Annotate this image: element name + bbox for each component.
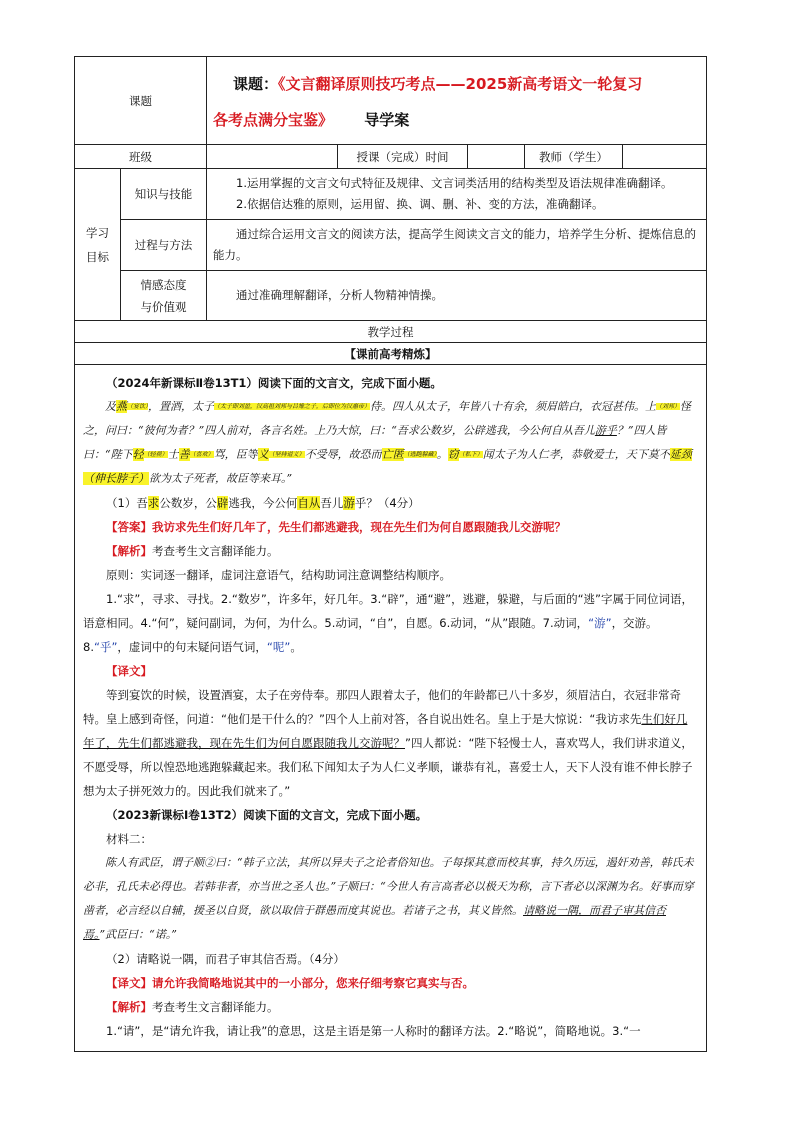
goal-process-label: 过程与方法 bbox=[121, 220, 207, 271]
q1-principle: 原则：实词逐一翻译，虚词注意语气，结构助词注意调整结构顺序。 bbox=[106, 568, 451, 582]
q2-analysis: 【解析】考查考生文言翻译能力。 bbox=[106, 1000, 279, 1014]
q1-question: （1）吾求公数岁，公辟逃我，今公何自从吾儿游乎？（4分） bbox=[106, 496, 420, 510]
topic-label: 课题 bbox=[75, 57, 207, 145]
q2-source: （2023新课标Ⅰ卷13T2）阅读下面的文言文，完成下面小题。 bbox=[106, 808, 428, 822]
q2-question: （2）请略说一隅，而君子审其信否焉。（4分） bbox=[106, 952, 345, 966]
title-prefix: 课题： bbox=[233, 74, 279, 93]
process-subheading: 【课前高考精炼】 bbox=[75, 343, 707, 365]
goal-knowledge-label: 知识与技能 bbox=[121, 169, 207, 220]
goal-attitude-label: 情感态度 与价值观 bbox=[121, 271, 207, 321]
content-row bbox=[75, 365, 707, 1052]
q2-passage: 陈人有武臣，谓子顺②曰：“韩子立法，其所以异夫子之论者俗知也。子每探其意而校其事，持久历远，遏奸劝善，韩氏未必非，孔氏未必得也。若韩非者，亦当世之圣人也。”子顺曰：“今世人有言高者必以极天为称，言下者必以深渊为名。好事而穿凿者，必言经以自辅，援圣以自贤，欲以取信于群愚而度其说也。若诸子之书，其义皆然。请略说一隅，而君子审其信否焉。”武臣曰：“诺。” bbox=[83, 856, 694, 941]
title-red-part-2: 各考点满分宝鉴》 bbox=[213, 110, 334, 129]
process-subheading-row bbox=[75, 343, 707, 365]
q1-passage: 及燕（宴饮），置酒，太子（太子即刘盈，汉高祖刘邦与吕雉之子，后即位为汉惠帝）侍。四人从太子，年皆八十有余，须眉皓白，衣冠甚伟。上（刘邦）怪之，问曰：“彼何为者？”四人前对，各言名姓。上乃大惊，曰：“吾求公数岁，公辟逃我，今公何自从吾儿游乎？”四人皆曰：“陛下轻（轻视）士善（喜欢）骂，臣等义（坚持道义）不受辱，故恐而亡匿（逃跑躲藏）。窃（私下）闻太子为人仁孝，恭敬爱士，天下莫不延颈（伸长脖子）欲为太子死者，故臣等来耳。” bbox=[83, 400, 692, 485]
class-value bbox=[207, 145, 338, 169]
q1-translation-tag: 【译文】 bbox=[106, 664, 152, 678]
teacher-label: 教师（学生） bbox=[525, 145, 623, 169]
process-heading-row bbox=[75, 321, 707, 343]
title-row bbox=[75, 57, 707, 145]
goal-attitude-text: 通过准确理解翻译，分析人物精神情操。 bbox=[207, 271, 707, 321]
goal-process-text: 通过综合运用文言文的阅读方法，提高学生阅读文言文的能力，培养学生分析、提炼信息的能力。 bbox=[207, 220, 707, 271]
q2-points: 1.“请”，是“请允许我，请让我”的意思，这是主语是第一人称时的翻译方法。2.“略说”，简略地说。3.“一 bbox=[106, 1024, 641, 1038]
title-suffix: 导学案 bbox=[364, 110, 410, 129]
goal-row-knowledge bbox=[75, 169, 707, 220]
q1-answer: 【答案】我访求先生们好几年了，先生们都逃避我，现在先生们为何自愿跟随我儿交游呢？ bbox=[106, 520, 566, 534]
content-cell bbox=[75, 365, 707, 1052]
goal-row-process bbox=[75, 220, 707, 271]
q1-translation: 等到宴饮的时候，设置酒宴，太子在旁侍奉。那四人跟着太子，他们的年龄都已八十多岁，须眉洁白，衣冠非常奇特。皇上感到奇怪，问道：“他们是干什么的？”四个人上前对答，各自说出姓名。皇上于是大惊说：“我访求先生们好几年了，先生们都逃避我，现在先生们为何自愿跟随我儿交游呢？”四人都说：“陛下轻慢士人，喜欢骂人，我们讲求道义，不愿受辱，所以惶恐地逃跑躲藏起来。我们私下闻知太子为人仁义孝顺，谦恭有礼，喜爱士人，天下人没有谁不伸长脖子想为太子拼死效力的。因此我们就来了。” bbox=[83, 688, 693, 798]
class-row bbox=[75, 145, 707, 169]
process-heading: 教学过程 bbox=[75, 321, 707, 343]
lesson-title bbox=[207, 57, 707, 145]
title-red-part-1: 《文言翻译原则技巧考点——2025新高考语文一轮复习 bbox=[278, 74, 643, 93]
goal-row-attitude bbox=[75, 271, 707, 321]
goal-knowledge-text: 1.运用掌握的文言文句式特征及规律、文言词类活用的结构类型及语法规律准确翻译。 2.依据信达雅的原则，运用留、换、调、删、补、变的方法，准确翻译。 bbox=[207, 169, 707, 220]
teacher-value bbox=[623, 145, 707, 169]
time-label: 授课（完成）时间 bbox=[338, 145, 468, 169]
q2-translation: 【译文】请允许我简略地说其中的一小部分，您来仔细考察它真实与否。 bbox=[106, 976, 474, 990]
q2-material-label: 材料二： bbox=[106, 832, 152, 846]
q1-analysis: 【解析】考查考生文言翻译能力。 bbox=[106, 544, 279, 558]
q1-source: （2024年新课标Ⅱ卷13T1）阅读下面的文言文，完成下面小题。 bbox=[106, 376, 442, 390]
class-label: 班级 bbox=[75, 145, 207, 169]
learning-goals-label: 学习 目标 bbox=[75, 169, 121, 321]
lesson-plan-page bbox=[74, 56, 706, 1052]
q1-points: 1.“求”，寻求、寻找。2.“数岁”，许多年，好几年。3.“辟”，通“避”，逃避，躲避，与后面的“逃”字属于同位词语，语意相同。4.“何”，疑问副词，为何，为什么。5.动词，“自”，自愿。6.动词，“从”跟随。7.动词，“游”，交游。8.“乎”，虚词中的句末疑问语气词，“呢”。 bbox=[83, 592, 693, 654]
lesson-plan-table bbox=[74, 56, 707, 1052]
time-value bbox=[468, 145, 525, 169]
